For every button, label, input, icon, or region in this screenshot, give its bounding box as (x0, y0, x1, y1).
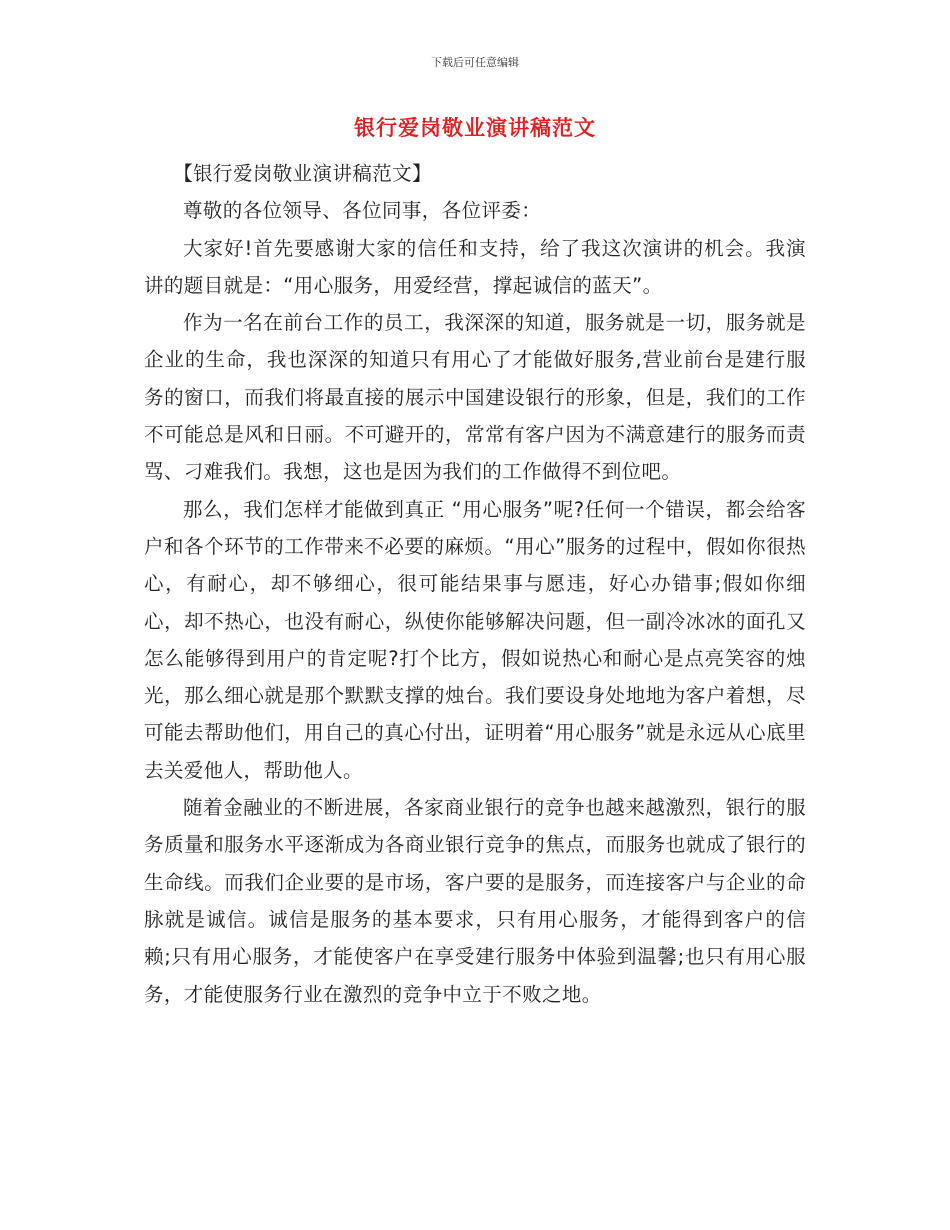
document-subtitle: 【银行爱岗敬业演讲稿范文】 (173, 162, 432, 185)
body-paragraph: 大家好!首先要感谢大家的信任和支持，给了我这次演讲的机会。我演讲的题目就是：“用心服务，用爱经营，撑起诚信的蓝天”。 (144, 236, 806, 297)
body-paragraph: 作为一名在前台工作的员工，我深深的知道，服务就是一切，服务就是企业的生命，我也深深的知道只有用心了才能做好服务,营业前台是建行服务的窗口，而我们将最直接的展示中国建设银行的形象，但是，我们的工作不可能总是风和日丽。不可避开的，常常有客户因为不满意建行的服务而责骂、刁难我们。我想，这也是因为我们的工作做得不到位吧。 (144, 311, 806, 484)
document-title: 银行爱岗敬业演讲稿范文 (354, 116, 596, 140)
body-paragraph: 随着金融业的不断进展，各家商业银行的竞争也越来越激烈，银行的服务质量和服务水平逐渐成为各商业银行竞争的焦点，而服务也就成了银行的生命线。而我们企业要的是市场，客户要的是服务，而连接客户与企业的命脉就是诚信。诚信是服务的基本要求，只有用心服务，才能得到客户的信赖;只有用心服务，才能使客户在享受建行服务中体验到温馨;也只有用心服务，才能使服务行业在激烈的竞争中立于不败之地。 (144, 796, 806, 1006)
document-body (144, 155, 806, 1013)
greeting-paragraph: 尊敬的各位领导、各位同事，各位评委： (183, 199, 542, 223)
body-paragraph: 那么，我们怎样才能做到真正 “用心服务”呢?任何一个错误，都会给客户和各个环节的工作带来不必要的麻烦。“用心”服务的过程中，假如你很热心，有耐心，却不够细心，很可能结果事与愿违，好心办错事;假如你细心，却不热心，也没有耐心，纵使你能够解决问题，但一副冷冰冰的面孔又怎么能够得到用户的肯定呢?打个比方，假如说热心和耐心是点亮笑容的烛光，那么细心就是那个默默支撑的烛台。我们要设身处地地为客户着想，尽可能去帮助他们，用自己的真心付出，证明着“用心服务”就是永远从心底里去关爱他人，帮助他人。 (144, 497, 806, 782)
header-note: 下载后可任意编辑 (431, 56, 519, 69)
